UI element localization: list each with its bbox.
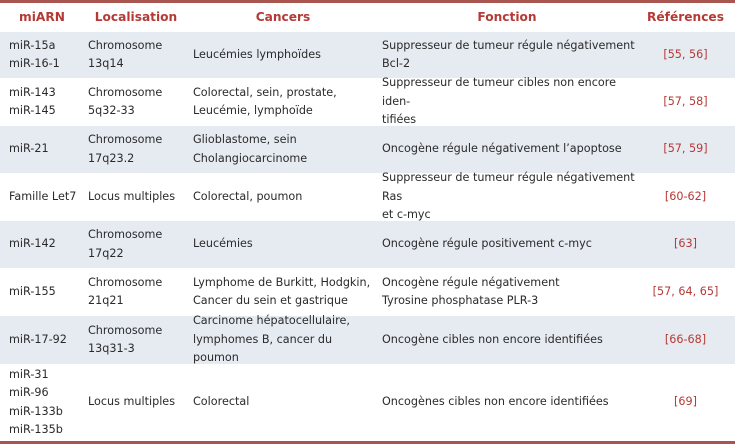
table-row [0,126,735,173]
header-fonction: Fonction [477,10,537,25]
cell-mirna: miR-155 [9,284,56,298]
cell-fonction: Oncogène régule négativement Tyrosine phosphatase PLR-3 [382,275,560,307]
cell-cancers: Colorectal [193,395,250,409]
cell-localisation: Chromosome 17q23.2 [88,133,163,165]
cell-fonction: Oncogène cibles non encore identifiées [382,332,603,346]
table-row [0,173,735,221]
cell-references: [63] [674,237,697,251]
cell-mirna: miR-142 [9,237,56,251]
header-references: Références [647,10,724,25]
cell-references: [55, 56] [663,47,708,61]
cell-mirna: miR-17-92 [9,332,67,346]
table-row [0,268,735,316]
cell-fonction: Oncogènes cibles non encore identifiées [382,395,609,409]
cell-cancers: Lymphome de Burkitt, Hodgkin, Cancer du sein et gastrique [193,275,371,307]
cell-localisation: Chromosome 17q22 [88,228,163,260]
cell-cancers: Colorectal, sein, prostate, Leucémie, lymphoïde [193,85,337,117]
cell-fonction: Oncogène régule négativement l’apoptose [382,142,622,156]
cell-mirna: Famille Let7 [9,189,77,203]
cell-mirna: miR-31 miR-96 miR-133b miR-135b [9,367,63,436]
cell-localisation: Locus multiples [88,189,176,203]
cell-fonction: Suppresseur de tumeur régule négativement Ras et c-myc [382,171,635,222]
header-localisation: Localisation [94,10,178,25]
cell-localisation: Chromosome 13q14 [88,38,163,70]
cell-mirna: miR-143 miR-145 [9,85,56,117]
cell-references: [60-62] [664,189,707,203]
cell-cancers: Colorectal, poumon [193,189,303,203]
table-row [0,78,735,126]
cell-mirna: miR-15a miR-16-1 [9,38,60,70]
table-row [0,32,735,78]
cell-references: [57, 59] [663,142,708,156]
table-row [0,316,735,364]
cell-mirna: miR-21 [9,142,49,156]
cell-cancers: Leucémies lymphoïdes [193,47,321,61]
cell-fonction: Suppresseur de tumeur cibles non encore iden- tifiées [382,76,616,127]
cell-references: [66-68] [664,332,707,346]
cell-cancers: Carcinome hépatocellulaire, lymphomes B, cancer du poumon [193,314,350,365]
cell-references: [57, 58] [663,94,708,108]
cell-fonction: Oncogène régule positivement c-myc [382,237,592,251]
cell-fonction: Suppresseur de tumeur régule négativement Bcl-2 [382,38,635,70]
header-mirna: miARN [19,10,65,25]
cell-cancers: Leucémies [193,237,253,251]
header-cancers: Cancers [255,10,311,25]
cell-references: [57, 64, 65] [652,284,719,298]
cell-localisation: Chromosome 13q31-3 [88,323,163,355]
cell-localisation: Locus multiples [88,395,176,409]
table-row [0,221,735,268]
cell-cancers: Glioblastome, sein Cholangiocarcinome [193,133,308,165]
cell-localisation: Chromosome 5q32-33 [88,85,163,117]
cell-references: [69] [674,395,697,409]
table-header [0,3,735,32]
cell-localisation: Chromosome 21q21 [88,275,163,307]
table-row [0,364,735,441]
